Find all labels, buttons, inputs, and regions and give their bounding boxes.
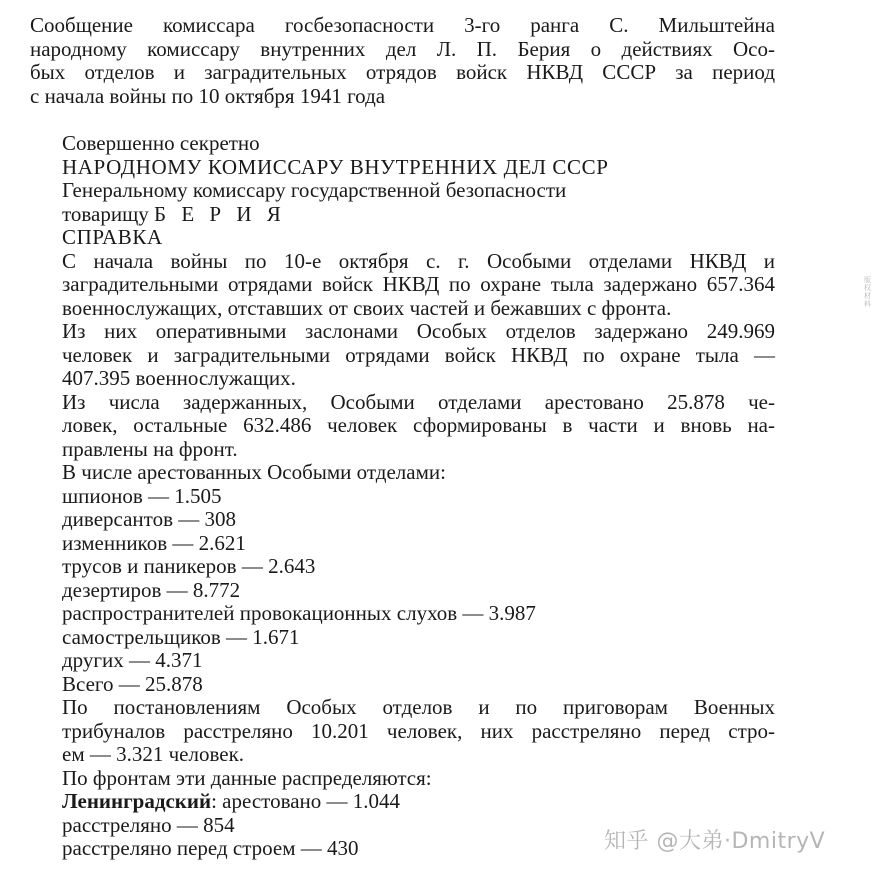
paragraph-executions-line-3: ем — 3.321 человек. bbox=[62, 742, 245, 766]
front-leningrad-shot: расстреляно — 854 bbox=[62, 812, 235, 837]
classification-label: Совершенно секретно bbox=[62, 131, 260, 155]
heading-line-1: Сообщение комиссара госбезопасности 3-го ранга С. Мильштейна bbox=[30, 13, 775, 37]
arrests-total: Всего — 25.878 bbox=[62, 671, 203, 696]
paragraph-detained-line-2: заградительными отрядами войск НКВД по охране тыла задержано 657.364 bbox=[62, 272, 775, 296]
heading-line-4: с начала войны по 10 октября 1941 года bbox=[30, 83, 386, 108]
fronts-intro: По фронтам эти данные распределяются: bbox=[62, 765, 432, 790]
document-page bbox=[30, 14, 775, 861]
list-item: шпионов — 1.505 bbox=[62, 483, 222, 508]
addressee-name: Б Е Р И Я bbox=[154, 201, 286, 226]
paragraph-executions-line-1: По постановлениям Особых отделов и по приговорам Военных bbox=[62, 695, 775, 719]
addressee-rank: Генеральному комиссару государственной безопасности bbox=[62, 178, 567, 202]
front-leningrad-shot-before-ranks: расстреляно перед строем — 430 bbox=[62, 836, 359, 860]
paragraph-barriers-line-1: Из них оперативными заслонами Особых отделов задержано 249.969 bbox=[62, 319, 775, 343]
paragraph-arrested-line-2: ловек, остальные 632.486 человек сформированы в части и вновь на- bbox=[62, 413, 775, 437]
paragraph-detained bbox=[62, 250, 775, 321]
list-item: изменников — 2.621 bbox=[62, 530, 246, 555]
list-item: распространителей провокационных слухов — 3.987 bbox=[62, 601, 536, 625]
report-body bbox=[30, 132, 775, 861]
arrests-list bbox=[62, 485, 775, 697]
heading-line-2: народному комиссару внутренних дел Л. П. Берия о действиях Осо- bbox=[30, 36, 775, 61]
list-item: самострельщиков — 1.671 bbox=[62, 624, 300, 649]
paragraph-arrested bbox=[62, 391, 775, 462]
document-type: СПРАВКА bbox=[62, 225, 163, 249]
document-heading bbox=[30, 14, 775, 108]
list-item: других — 4.371 bbox=[62, 648, 203, 672]
paragraph-barriers-line-2: человек и заградительными отрядами войск НКВД по охране тыла — bbox=[62, 342, 775, 367]
arrests-intro: В числе арестованных Особыми отделами: bbox=[62, 460, 446, 484]
copyright-side-mark: 版权材料 bbox=[864, 276, 871, 308]
list-item: трусов и паникеров — 2.643 bbox=[62, 554, 316, 578]
addressee-name-line bbox=[62, 203, 775, 227]
list-item: диверсантов — 308 bbox=[62, 507, 236, 531]
front-arrested-value: : арестовано — 1.044 bbox=[211, 789, 401, 813]
zhihu-watermark: 知乎 @大弟·DmitryV bbox=[604, 829, 826, 854]
paragraph-barriers-line-3: 407.395 военнослужащих. bbox=[62, 366, 296, 390]
paragraph-arrested-line-1: Из числа задержанных, Особыми отделами арестовано 25.878 че- bbox=[62, 389, 775, 414]
heading-line-3: бых отделов и заградительных отрядов войск НКВД СССР за период bbox=[30, 60, 775, 84]
addressee-prefix: товарищу bbox=[62, 201, 149, 226]
paragraph-detained-line-1: С начала войны по 10-е октября с. г. Особыми отделами НКВД и bbox=[62, 248, 775, 273]
paragraph-detained-line-3: военнослужащих, отставших от своих частей и бежавших с фронта. bbox=[62, 295, 672, 320]
front-name: Ленинградский bbox=[62, 789, 212, 813]
paragraph-executions bbox=[62, 696, 775, 767]
paragraph-barriers bbox=[62, 320, 775, 391]
addressee-title: НАРОДНОМУ КОМИССАРУ ВНУТРЕННИХ ДЕЛ СССР bbox=[62, 154, 609, 179]
paragraph-arrested-line-3: правлены на фронт. bbox=[62, 436, 238, 461]
front-leningrad-arrested bbox=[62, 790, 775, 814]
paragraph-executions-line-2: трибуналов расстреляно 10.201 человек, них расстреляно перед стро- bbox=[62, 718, 775, 743]
list-item: дезертиров — 8.772 bbox=[62, 577, 241, 602]
